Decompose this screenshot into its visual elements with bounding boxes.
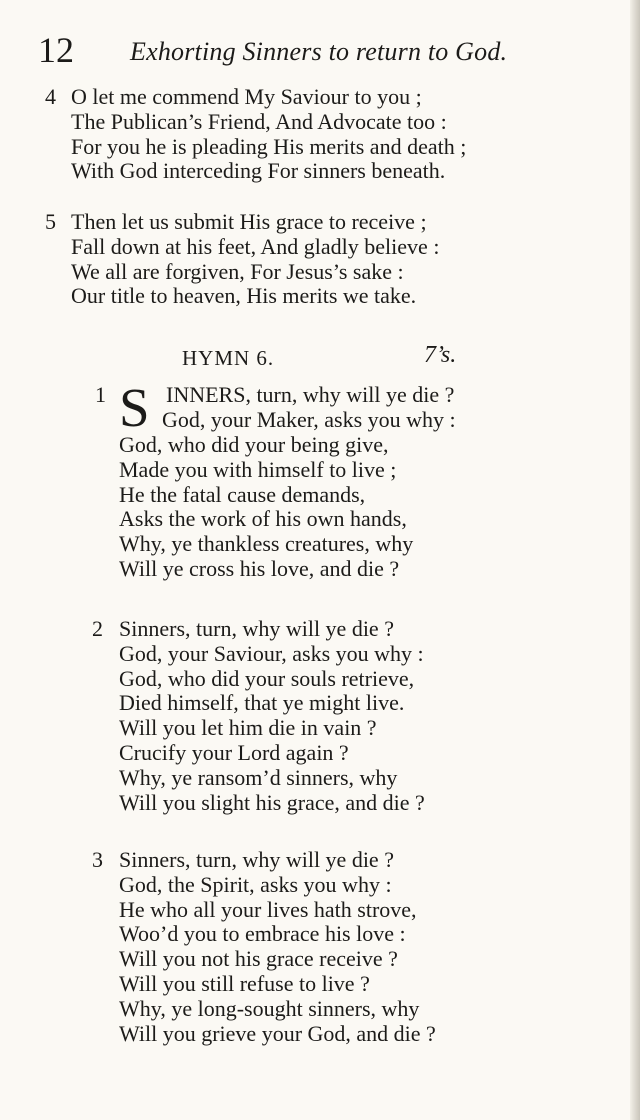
- verse-line: Asks the work of his own hands,: [119, 506, 407, 532]
- verse-line: God, your Saviour, asks you why :: [119, 640, 424, 666]
- verse-line: God, the Spirit, asks you why :: [119, 871, 392, 897]
- verse-line: Will you grieve your God, and die ?: [119, 1020, 436, 1046]
- prev-hymn-stanza-4: [45, 84, 467, 184]
- page-number: 12: [38, 30, 74, 70]
- verse-line: Made you with himself to live ;: [119, 456, 397, 482]
- stanza-number: 3: [92, 847, 103, 872]
- verse-line: With God interceding For sinners beneath.: [71, 158, 446, 184]
- verse-line: We all are forgiven, For Jesus’s sake :: [71, 258, 404, 284]
- verse-line: For you he is pleading His merits and death ;: [71, 133, 467, 159]
- verse-line: Woo’d you to embrace his love :: [119, 921, 406, 947]
- verse-line: Why, ye ransom’d sinners, why: [119, 764, 398, 790]
- hymn-stanza-2: [92, 616, 425, 815]
- verse-line: Fall down at his feet, And gladly believe :: [71, 233, 440, 259]
- verse-line: Then let us submit His grace to receive ;: [71, 209, 427, 234]
- verse-line: God, your Maker, asks you why :: [162, 407, 456, 432]
- verse-line: O let me commend My Saviour to you ;: [71, 84, 422, 109]
- verse-line: Will ye cross his love, and die ?: [119, 555, 400, 581]
- verse-line: God, who did your souls retrieve,: [119, 665, 415, 691]
- page-edge-shadow: [630, 0, 640, 1120]
- verse-line: Died himself, that ye might live.: [119, 690, 405, 716]
- verse-line: Why, ye thankless creatures, why: [119, 531, 414, 557]
- verse-line: INNERS, turn, why will ye die ?: [166, 382, 455, 407]
- verse-line: God, who did your being give,: [119, 432, 389, 457]
- verse-line: Will you slight his grace, and die ?: [119, 789, 425, 815]
- drop-cap: S: [119, 377, 150, 438]
- hymn-stanza-3: [92, 847, 436, 1046]
- verse-line: Our title to heaven, His merits we take.: [71, 283, 417, 309]
- verse-line: He who all your lives hath strove,: [119, 896, 417, 922]
- page-header: [38, 28, 598, 78]
- verse-line: He the fatal cause demands,: [119, 481, 366, 507]
- verse-line: Will you still refuse to live ?: [119, 970, 370, 996]
- stanza-number: 2: [92, 616, 103, 641]
- running-title: Exhorting Sinners to return to God.: [130, 37, 508, 66]
- stanza-number: 4: [45, 84, 56, 109]
- verse-line: Why, ye long-sought sinners, why: [119, 995, 420, 1021]
- verse-line: Crucify your Lord again ?: [119, 739, 349, 765]
- hymn-stanza-1: [119, 433, 413, 582]
- verse-line: Will you let him die in vain ?: [119, 715, 377, 741]
- verse-line: Sinners, turn, why will ye die ?: [119, 847, 394, 872]
- verse-line: Will you not his grace receive ?: [119, 946, 398, 972]
- verse-line: Sinners, turn, why will ye die ?: [119, 616, 394, 641]
- prev-hymn-stanza-5: [45, 209, 440, 309]
- hymn-title: HYMN 6.: [182, 346, 275, 370]
- stanza-number: 5: [45, 209, 56, 234]
- stanza-number: 1: [95, 382, 106, 407]
- verse-line: The Publican’s Friend, And Advocate too :: [71, 108, 447, 134]
- hymn-meter: 7’s.: [424, 342, 457, 368]
